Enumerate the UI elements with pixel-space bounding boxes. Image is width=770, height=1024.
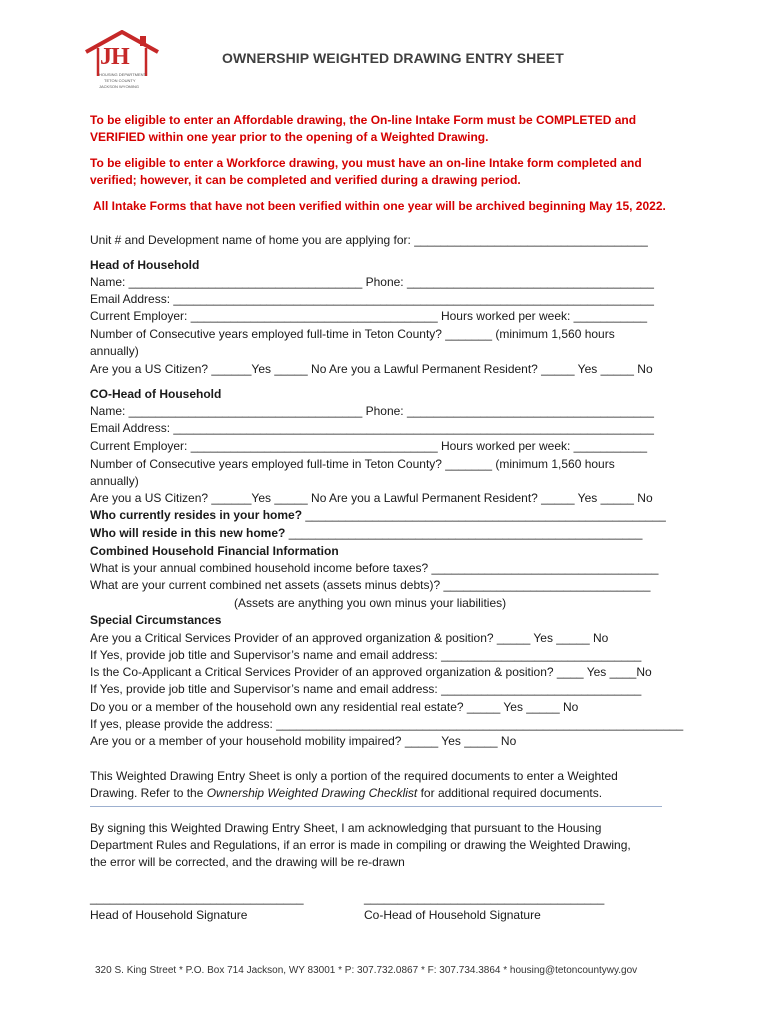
logo-line-2: TETON COUNTY	[104, 78, 136, 83]
new-home-residents-line[interactable]: _____________________________________________________	[285, 526, 643, 540]
cohead-years-field[interactable]: Number of Consecutive years employed full-time in Teton County? _______ (minimum 1,560 hours	[90, 457, 615, 471]
cohead-heading: CO-Head of Household	[90, 387, 222, 401]
head-years-field[interactable]: Number of Consecutive years employed full-time in Teton County? _______ (minimum 1,560 hours	[90, 327, 615, 341]
current-residents-line[interactable]: ______________________________________________________	[302, 508, 666, 522]
assets-field[interactable]: What are your current combined net assets (assets minus debts)? _______________________________	[90, 578, 651, 592]
cohead-citizen-resident-field[interactable]: Are you a US Citizen? ______Yes _____ No Are you a Lawful Permanent Resident? _____ Yes _____ No	[90, 491, 653, 505]
current-residents-field[interactable]	[90, 507, 666, 524]
special-circumstances-heading: Special Circumstances	[90, 613, 222, 627]
head-signature-line[interactable]: ________________________________	[90, 891, 304, 905]
notice-workforce-line-1: To be eligible to enter a Workforce drawing, you must have an on-line Intake form completed and	[90, 156, 642, 170]
critical-services-field[interactable]: Are you a Critical Services Provider of an approved organization & position? _____ Yes _____ No	[90, 631, 609, 645]
new-home-residents-field[interactable]	[90, 525, 642, 542]
portion-notice-line-2	[90, 785, 602, 802]
portion-notice-line-1: This Weighted Drawing Entry Sheet is only a portion of the required documents to enter a Weighted	[90, 769, 618, 783]
current-residents-label: Who currently resides in your home?	[90, 508, 303, 522]
portion-notice-prefix: Drawing. Refer to the	[90, 786, 207, 800]
assets-note: (Assets are anything you own minus your liabilities)	[234, 596, 507, 610]
logo-initials: JH	[100, 44, 129, 70]
financial-heading: Combined Household Financial Information	[90, 544, 339, 558]
cohead-employer-hours-field[interactable]: Current Employer: _____________________________________ Hours worked per week: ___________	[90, 439, 648, 453]
real-estate-field[interactable]: Do you or a member of the household own any residential real estate? _____ Yes _____ No	[90, 700, 579, 714]
cohead-email-field[interactable]: Email Address: ________________________________________________________________________	[90, 421, 654, 435]
mobility-impaired-field[interactable]: Are you or a member of your household mobility impaired? _____ Yes _____ No	[90, 734, 517, 748]
real-estate-address-field[interactable]: If yes, please provide the address: _____________________________________________________________	[90, 717, 684, 731]
section-divider	[90, 806, 662, 807]
signing-line-2: Department Rules and Regulations, if an error is made in compiling or drawing the Weighted Drawing,	[90, 838, 631, 852]
notice-affordable-line-1: To be eligible to enter an Affordable drawing, the On-line Intake Form must be COMPLETED and	[90, 113, 637, 127]
page-title: OWNERSHIP WEIGHTED DRAWING ENTRY SHEET	[222, 50, 564, 66]
head-citizen-resident-field[interactable]: Are you a US Citizen? ______Yes _____ No Are you a Lawful Permanent Resident? _____ Yes _____ No	[90, 362, 653, 376]
head-name-phone-field[interactable]: Name: ___________________________________ Phone: _____________________________________	[90, 275, 654, 289]
signing-line-1: By signing this Weighted Drawing Entry Sheet, I am acknowledging that pursuant to the Housing	[90, 821, 602, 835]
head-signature-label: Head of Household Signature	[90, 908, 248, 922]
portion-notice-suffix: for additional required documents.	[417, 786, 603, 800]
logo-line-3: JACKSON WYOMING	[99, 84, 140, 89]
critical-services-details-field[interactable]: If Yes, provide job title and Supervisor’s name and email address: ______________________________	[90, 648, 642, 662]
head-employer-hours-field[interactable]: Current Employer: _____________________________________ Hours worked per week: ___________	[90, 309, 648, 323]
income-field[interactable]: What is your annual combined household income before taxes? __________________________________	[90, 561, 659, 575]
head-years-annually: annually)	[90, 344, 139, 358]
cohead-name-phone-field[interactable]: Name: ___________________________________ Phone: _____________________________________	[90, 404, 654, 418]
notice-archive: All Intake Forms that have not been verified within one year will be archived beginning May 15, 2022.	[93, 199, 666, 213]
cohead-signature-line[interactable]: ____________________________________	[364, 891, 605, 905]
cohead-years-annually: annually)	[90, 474, 139, 488]
new-home-residents-label: Who will reside in this new home?	[90, 526, 286, 540]
coapplicant-critical-services-details-field[interactable]: If Yes, provide job title and Supervisor’s name and email address: ______________________________	[90, 682, 642, 696]
head-of-household-heading: Head of Household	[90, 258, 200, 272]
notice-workforce-line-2: verified; however, it can be completed and verified during a drawing period.	[90, 173, 521, 187]
signing-line-3: the error will be corrected, and the drawing will be re-drawn	[90, 855, 405, 869]
head-email-field[interactable]: Email Address: ________________________________________________________________________	[90, 292, 654, 306]
footer-contact: 320 S. King Street * P.O. Box 714 Jackson, WY 83001 * P: 307.732.0867 * F: 307.734.3864 * housing@tetoncountywy.gov	[95, 965, 638, 976]
coapplicant-critical-services-field[interactable]: Is the Co-Applicant a Critical Services Provider of an approved organization & position? ____ Yes ____No	[90, 665, 652, 679]
logo-line-1: HOUSING DEPARTMENT	[99, 72, 146, 77]
housing-department-logo	[84, 30, 160, 96]
notice-affordable-line-2: VERIFIED within one year prior to the opening of a Weighted Drawing.	[90, 130, 489, 144]
checklist-reference: Ownership Weighted Drawing Checklist	[206, 786, 418, 800]
cohead-signature-label: Co-Head of Household Signature	[364, 908, 541, 922]
unit-field[interactable]: Unit # and Development name of home you are applying for: ___________________________________	[90, 233, 648, 247]
